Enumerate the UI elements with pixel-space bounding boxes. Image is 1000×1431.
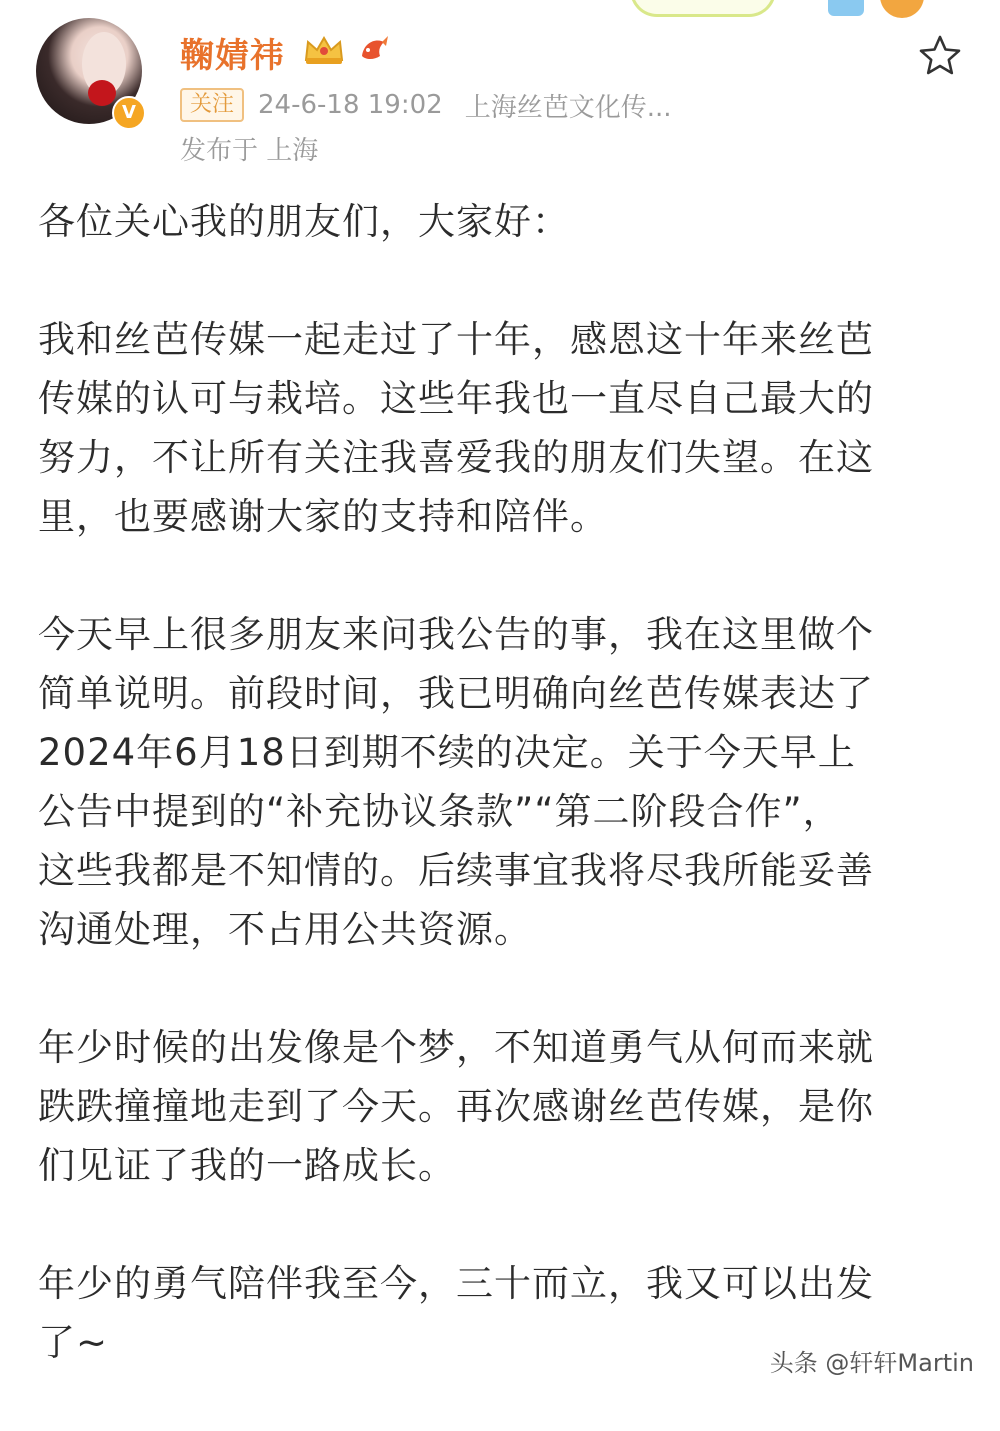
star-icon[interactable] <box>918 34 962 76</box>
avatar-rose <box>88 80 116 106</box>
post-source[interactable]: 上海丝芭文化传... <box>464 92 672 123</box>
post-location: 发布于 上海 <box>180 136 319 166</box>
post-paragraph: 各位关心我的朋友们，大家好： <box>38 200 570 243</box>
post-paragraph: 年少时候的出发像是个梦，不知道勇气从何而来就 跌跌撞撞地走到了今天。再次感谢丝芭传媒，是你 们见证了我的一路成长。 <box>38 1026 874 1187</box>
watermark: 头条 @轩轩Martin <box>766 1343 978 1378</box>
post-body <box>38 192 968 1431</box>
post-paragraph: 年少的勇气陪伴我至今，三十而立，我又可以出发 了~ <box>38 1262 874 1364</box>
crown-icon <box>302 34 346 66</box>
post-meta-row <box>180 88 671 122</box>
fish-icon <box>356 32 390 66</box>
username[interactable]: 鞠婧祎 <box>180 36 285 76</box>
post-paragraph: 今天早上很多朋友来问我公告的事，我在这里做个 简单说明。前段时间，我已明确向丝芭传媒表达了 2024年6月18日到期不续的决定。关于今天早上 公告中提到的“补充协议条款”“第二阶段合作”， 这些我都是不知情的。后续事宜我将尽我所能妥善 沟通处理，不占用公共资源。 <box>38 613 874 951</box>
post-time: 24-6-18 19:02 <box>258 90 443 120</box>
post-paragraph: 我和丝芭传媒一起走过了十年，感恩这十年来丝芭 传媒的认可与栽培。这些年我也一直尽自己最大的 努力，不让所有关注我喜爱我的朋友们失望。在这 里，也要感谢大家的支持和陪伴。 <box>38 318 874 538</box>
follow-tag[interactable]: 关注 <box>180 88 244 122</box>
post-header <box>0 0 1000 180</box>
verified-badge-icon: V <box>112 96 146 130</box>
